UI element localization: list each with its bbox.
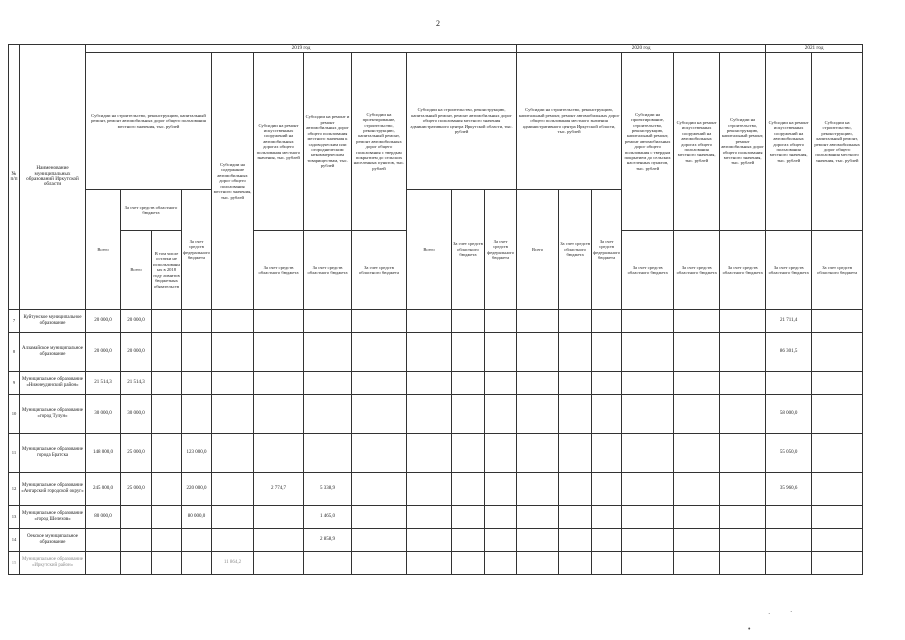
value-cell bbox=[182, 371, 212, 394]
row-number: 14 bbox=[9, 528, 20, 551]
value-cell bbox=[182, 394, 212, 433]
value-cell bbox=[720, 551, 766, 574]
value-cell bbox=[452, 310, 485, 333]
value-cell bbox=[407, 433, 452, 472]
value-cell bbox=[152, 394, 182, 433]
value-cell: 30 000,0 bbox=[86, 394, 121, 433]
value-cell bbox=[182, 310, 212, 333]
col-header-2020-rural-oblast: За счет средств областного бюджета bbox=[622, 231, 674, 310]
value-cell bbox=[517, 333, 559, 372]
value-cell bbox=[304, 310, 352, 333]
value-cell: 123 000,0 bbox=[182, 433, 212, 472]
value-cell bbox=[517, 551, 559, 574]
value-cell bbox=[452, 333, 485, 372]
row-number: 10 bbox=[9, 394, 20, 433]
value-cell bbox=[152, 472, 182, 505]
col-header-2021-construction-oblast: За счет средств областного бюджета bbox=[812, 231, 863, 310]
col-header-2019-admin-center: Субсидии на строительство, реконструкцию, капитальный ремонт, ремонт автомобильных дорог общего пользования местного значения административного центра Иркутской области, тыс. рублей bbox=[407, 53, 517, 190]
value-cell bbox=[559, 528, 592, 551]
value-cell bbox=[812, 505, 863, 528]
value-cell: 25 000,0 bbox=[121, 472, 152, 505]
col-header-2020-structures-oblast: За счет средств областного бюджета bbox=[674, 231, 720, 310]
value-cell: 2 774,7 bbox=[254, 472, 304, 505]
value-cell bbox=[485, 528, 517, 551]
value-cell: 220 000,0 bbox=[182, 472, 212, 505]
value-cell: 21 711,4 bbox=[766, 310, 812, 333]
value-cell bbox=[517, 310, 559, 333]
value-cell bbox=[352, 310, 407, 333]
value-cell bbox=[407, 333, 452, 372]
value-cell bbox=[407, 472, 452, 505]
row-number: 7 bbox=[9, 310, 20, 333]
col-header-2019-main: Субсидии на строительство, реконструкцию, капитальный ремонт, ремонт автомобильных дорог общего пользования местного значения, тыс. рублей bbox=[86, 53, 212, 190]
value-cell bbox=[559, 394, 592, 433]
value-cell bbox=[485, 433, 517, 472]
value-cell bbox=[86, 528, 121, 551]
value-cell bbox=[352, 433, 407, 472]
value-cell bbox=[622, 528, 674, 551]
value-cell bbox=[352, 505, 407, 528]
value-cell: 245 000,0 bbox=[86, 472, 121, 505]
value-cell bbox=[559, 333, 592, 372]
municipality-name: Куйтунское муниципальное образование bbox=[20, 310, 86, 333]
col-header-2019-federal: За счет средств федерального бюджета bbox=[182, 190, 212, 310]
municipality-name: Муниципальное образование «Нижнеудинский район» bbox=[20, 371, 86, 394]
col-header-2019-admin-total: Всего bbox=[407, 190, 452, 310]
value-cell bbox=[485, 394, 517, 433]
value-cell bbox=[674, 371, 720, 394]
subsidy-table bbox=[8, 44, 863, 575]
value-cell bbox=[517, 472, 559, 505]
table-row bbox=[9, 310, 863, 333]
value-cell bbox=[720, 310, 766, 333]
value-cell bbox=[559, 433, 592, 472]
value-cell bbox=[812, 528, 863, 551]
value-cell bbox=[452, 528, 485, 551]
subsidy-type-header-row bbox=[9, 53, 863, 190]
value-cell bbox=[254, 433, 304, 472]
value-cell bbox=[407, 528, 452, 551]
value-cell bbox=[352, 394, 407, 433]
value-cell: 25 000,0 bbox=[121, 433, 152, 472]
value-cell bbox=[121, 505, 152, 528]
value-cell bbox=[559, 551, 592, 574]
value-cell bbox=[352, 371, 407, 394]
value-cell bbox=[254, 310, 304, 333]
value-cell bbox=[517, 528, 559, 551]
col-header-2020-construction-oblast: За счет средств областного бюджета bbox=[720, 231, 766, 310]
col-header-2020-admin-center: Субсидии на строительство, реконструкцию, капитальный ремонт, ремонт автомобильных дорог общего пользования местного значения административного центра Иркутской области, тыс. рублей bbox=[517, 53, 622, 190]
value-cell bbox=[304, 394, 352, 433]
value-cell bbox=[254, 551, 304, 574]
value-cell: 20 000,0 bbox=[121, 333, 152, 372]
value-cell bbox=[485, 310, 517, 333]
value-cell bbox=[352, 333, 407, 372]
value-cell: 11 864,2 bbox=[212, 551, 254, 574]
col-header-2021-structures: Субсидии на ремонт искусственных сооружений на автомобильных дорогах общего пользования местного значения, тыс. рублей bbox=[766, 53, 812, 231]
col-header-2019-total: Всего bbox=[86, 190, 121, 310]
value-cell: 55 050,0 bbox=[766, 433, 812, 472]
value-cell bbox=[674, 528, 720, 551]
table-row bbox=[9, 394, 863, 433]
value-cell bbox=[592, 528, 622, 551]
value-cell bbox=[452, 551, 485, 574]
value-cell bbox=[407, 505, 452, 528]
value-cell bbox=[517, 505, 559, 528]
value-cell bbox=[212, 528, 254, 551]
value-cell bbox=[212, 371, 254, 394]
value-cell bbox=[407, 310, 452, 333]
value-cell bbox=[559, 371, 592, 394]
value-cell bbox=[304, 371, 352, 394]
value-cell bbox=[766, 371, 812, 394]
value-cell bbox=[622, 310, 674, 333]
value-cell bbox=[517, 371, 559, 394]
value-cell: 35 960,6 bbox=[766, 472, 812, 505]
value-cell bbox=[212, 505, 254, 528]
col-header-2019-gardens: Субсидии на ремонт и ремонт автомобильных дорог общего пользования местного значения к садоводческим или огородническим некоммерческим товариществам, тыс. рублей bbox=[304, 53, 352, 231]
value-cell bbox=[812, 433, 863, 472]
value-cell bbox=[152, 505, 182, 528]
value-cell: 80 000,0 bbox=[182, 505, 212, 528]
municipality-name: Муниципальное образование города Братска bbox=[20, 433, 86, 472]
value-cell bbox=[622, 394, 674, 433]
col-header-2019-gardens-oblast: За счет средств областного бюджета bbox=[304, 231, 352, 310]
value-cell bbox=[559, 472, 592, 505]
value-cell bbox=[121, 551, 152, 574]
municipality-name: Алзамайское муниципальное образование bbox=[20, 333, 86, 372]
value-cell bbox=[452, 472, 485, 505]
col-header-number: № п/п bbox=[9, 45, 20, 310]
value-cell bbox=[152, 551, 182, 574]
value-cell bbox=[720, 394, 766, 433]
value-cell bbox=[674, 333, 720, 372]
municipality-name: Муниципальное образование «город Шелехов» bbox=[20, 505, 86, 528]
year-2019: 2019 год bbox=[86, 45, 517, 53]
value-cell bbox=[592, 333, 622, 372]
value-cell bbox=[182, 333, 212, 372]
value-cell bbox=[766, 505, 812, 528]
value-cell bbox=[812, 394, 863, 433]
value-cell bbox=[452, 371, 485, 394]
row-number: 15 bbox=[9, 551, 20, 574]
table-row bbox=[9, 333, 863, 372]
col-header-2020-rural: Субсидии на проектирование, строительство, реконструкцию, капитальный ремонт, ремонт автомобильных дорог общего пользования с твердым покрытием до сельских населенных пунктов, тыс. рублей bbox=[622, 53, 674, 231]
value-cell bbox=[407, 551, 452, 574]
value-cell bbox=[452, 394, 485, 433]
value-cell bbox=[304, 551, 352, 574]
value-cell: 20 000,0 bbox=[86, 310, 121, 333]
value-cell bbox=[812, 551, 863, 574]
row-number: 12 bbox=[9, 472, 20, 505]
value-cell bbox=[674, 472, 720, 505]
municipality-name: Муниципальное образование «город Тулун» bbox=[20, 394, 86, 433]
year-header-row bbox=[9, 45, 863, 53]
value-cell bbox=[352, 528, 407, 551]
value-cell bbox=[86, 551, 121, 574]
value-cell bbox=[304, 333, 352, 372]
value-cell bbox=[592, 371, 622, 394]
value-cell bbox=[485, 333, 517, 372]
value-cell bbox=[766, 528, 812, 551]
value-cell bbox=[254, 528, 304, 551]
value-cell bbox=[674, 433, 720, 472]
value-cell bbox=[812, 371, 863, 394]
page-number: 2 bbox=[436, 19, 440, 28]
value-cell: 148 000,0 bbox=[86, 433, 121, 472]
col-header-2020-admin-oblast: За счет средств областного бюджета bbox=[559, 190, 592, 310]
value-cell bbox=[212, 310, 254, 333]
col-header-name: Наименование муниципальных образований Иркутской области bbox=[20, 45, 86, 310]
value-cell bbox=[622, 505, 674, 528]
value-cell bbox=[254, 394, 304, 433]
table-row bbox=[9, 528, 863, 551]
table-row bbox=[9, 551, 863, 574]
value-cell: 1 465,0 bbox=[304, 505, 352, 528]
value-cell bbox=[212, 394, 254, 433]
value-cell bbox=[452, 433, 485, 472]
municipality-name: Муниципальное образование «Ангарский городской округ» bbox=[20, 472, 86, 505]
value-cell bbox=[720, 433, 766, 472]
value-cell bbox=[674, 505, 720, 528]
value-cell bbox=[485, 472, 517, 505]
table-body bbox=[9, 310, 863, 575]
value-cell: 2 858,9 bbox=[304, 528, 352, 551]
col-header-2019-rural-oblast: За счет средств областного бюджета bbox=[352, 231, 407, 310]
col-header-2020-construction: Субсидии на строительство, реконструкцию, капитальный ремонт, ремонт автомобильных дорог общего пользования местного значения, тыс. рублей bbox=[720, 53, 766, 231]
value-cell bbox=[812, 472, 863, 505]
value-cell bbox=[517, 433, 559, 472]
value-cell bbox=[592, 505, 622, 528]
value-cell bbox=[254, 505, 304, 528]
col-header-2019-rural: Субсидии на проектирование, строительство, реконструкцию, капитальный ремонт, ремонт автомобильных дорог общего пользования с твердым покрытием до сельских населенных пунктов, тыс. рублей bbox=[352, 53, 407, 231]
value-cell bbox=[622, 433, 674, 472]
table-row bbox=[9, 433, 863, 472]
value-cell bbox=[407, 371, 452, 394]
margin-mark: · bbox=[768, 610, 771, 618]
value-cell bbox=[182, 528, 212, 551]
value-cell bbox=[352, 551, 407, 574]
value-cell bbox=[182, 551, 212, 574]
col-header-2019-structures: Субсидии на ремонт искусственных сооружений на автомобильных дорогах общего пользования местного значения, тыс. рублей bbox=[254, 53, 304, 231]
value-cell bbox=[720, 371, 766, 394]
subsidy-table-sheet bbox=[8, 44, 862, 575]
value-cell bbox=[622, 472, 674, 505]
row-number: 9 bbox=[9, 371, 20, 394]
value-cell bbox=[622, 371, 674, 394]
value-cell bbox=[452, 505, 485, 528]
value-cell: 30 000,0 bbox=[121, 394, 152, 433]
value-cell bbox=[674, 394, 720, 433]
value-cell bbox=[592, 472, 622, 505]
value-cell: 58 000,0 bbox=[766, 394, 812, 433]
municipality-name: Оекское муниципальное образование bbox=[20, 528, 86, 551]
year-2021: 2021 год bbox=[766, 45, 863, 53]
col-header-2019-oblast-total: Всего bbox=[121, 231, 152, 310]
row-number: 8 bbox=[9, 333, 20, 372]
col-header-2021-construction: Субсидии на строительство, реконструкцию, капитальный ремонт, ремонт автомобильных дорог общего пользования местного значения, тыс. рублей bbox=[812, 53, 863, 231]
value-cell bbox=[152, 433, 182, 472]
col-header-2019-oblast-group: За счет средств областного бюджета bbox=[121, 190, 182, 231]
value-cell bbox=[152, 333, 182, 372]
table-row bbox=[9, 505, 863, 528]
value-cell bbox=[720, 472, 766, 505]
value-cell: 86 301,5 bbox=[766, 333, 812, 372]
margin-mark: · bbox=[790, 608, 793, 616]
value-cell bbox=[674, 310, 720, 333]
value-cell: 20 000,0 bbox=[86, 333, 121, 372]
value-cell bbox=[812, 310, 863, 333]
value-cell bbox=[212, 333, 254, 372]
value-cell bbox=[674, 551, 720, 574]
col-header-2020-admin-total: Всего bbox=[517, 190, 559, 310]
value-cell bbox=[517, 394, 559, 433]
value-cell bbox=[559, 310, 592, 333]
value-cell bbox=[254, 371, 304, 394]
value-cell: 21 514,3 bbox=[121, 371, 152, 394]
value-cell bbox=[622, 333, 674, 372]
municipality-name: Муниципальное образование «Иркутский район» bbox=[20, 551, 86, 574]
value-cell bbox=[592, 394, 622, 433]
value-cell bbox=[485, 551, 517, 574]
col-header-2021-structures-oblast: За счет средств областного бюджета bbox=[766, 231, 812, 310]
col-header-2019-oblast-carryover: В том числе остатки не использованных в 2018 году лимитов бюджетных обязательств bbox=[152, 231, 182, 310]
value-cell bbox=[121, 528, 152, 551]
value-cell bbox=[720, 528, 766, 551]
value-cell bbox=[622, 551, 674, 574]
value-cell: 5 338,9 bbox=[304, 472, 352, 505]
value-cell: 80 000,0 bbox=[86, 505, 121, 528]
value-cell bbox=[812, 333, 863, 372]
row-number: 11 bbox=[9, 433, 20, 472]
value-cell bbox=[766, 551, 812, 574]
row-number: 13 bbox=[9, 505, 20, 528]
margin-mark: • bbox=[748, 625, 751, 633]
value-cell bbox=[212, 472, 254, 505]
value-cell bbox=[720, 505, 766, 528]
col-header-2019-admin-federal: За счет средств федерального бюджета bbox=[485, 190, 517, 310]
value-cell bbox=[592, 310, 622, 333]
value-cell bbox=[720, 333, 766, 372]
col-header-2019-maintenance: Субсидии на содержание автомобильных дорог общего пользования местного значения, тыс. рублей bbox=[212, 53, 254, 310]
col-header-2020-admin-federal: За счет средств федерального бюджета bbox=[592, 190, 622, 310]
value-cell bbox=[592, 433, 622, 472]
value-cell bbox=[559, 505, 592, 528]
table-row bbox=[9, 371, 863, 394]
col-header-2020-structures: Субсидии на ремонт искусственных сооружений на автомобильных дорогах общего пользования местного значения, тыс. рублей bbox=[674, 53, 720, 231]
year-2020: 2020 год bbox=[517, 45, 766, 53]
table-row bbox=[9, 472, 863, 505]
value-cell bbox=[485, 505, 517, 528]
value-cell bbox=[152, 310, 182, 333]
value-cell bbox=[352, 472, 407, 505]
col-header-2019-structures-oblast: За счет средств областного бюджета bbox=[254, 231, 304, 310]
value-cell: 20 000,0 bbox=[121, 310, 152, 333]
col-header-2019-admin-oblast: За счет средств областного бюджета bbox=[452, 190, 485, 310]
value-cell bbox=[485, 371, 517, 394]
value-cell bbox=[152, 371, 182, 394]
value-cell bbox=[254, 333, 304, 372]
value-cell bbox=[304, 433, 352, 472]
value-cell bbox=[152, 528, 182, 551]
value-cell: 21 514,3 bbox=[86, 371, 121, 394]
value-cell bbox=[212, 433, 254, 472]
value-cell bbox=[592, 551, 622, 574]
value-cell bbox=[407, 394, 452, 433]
